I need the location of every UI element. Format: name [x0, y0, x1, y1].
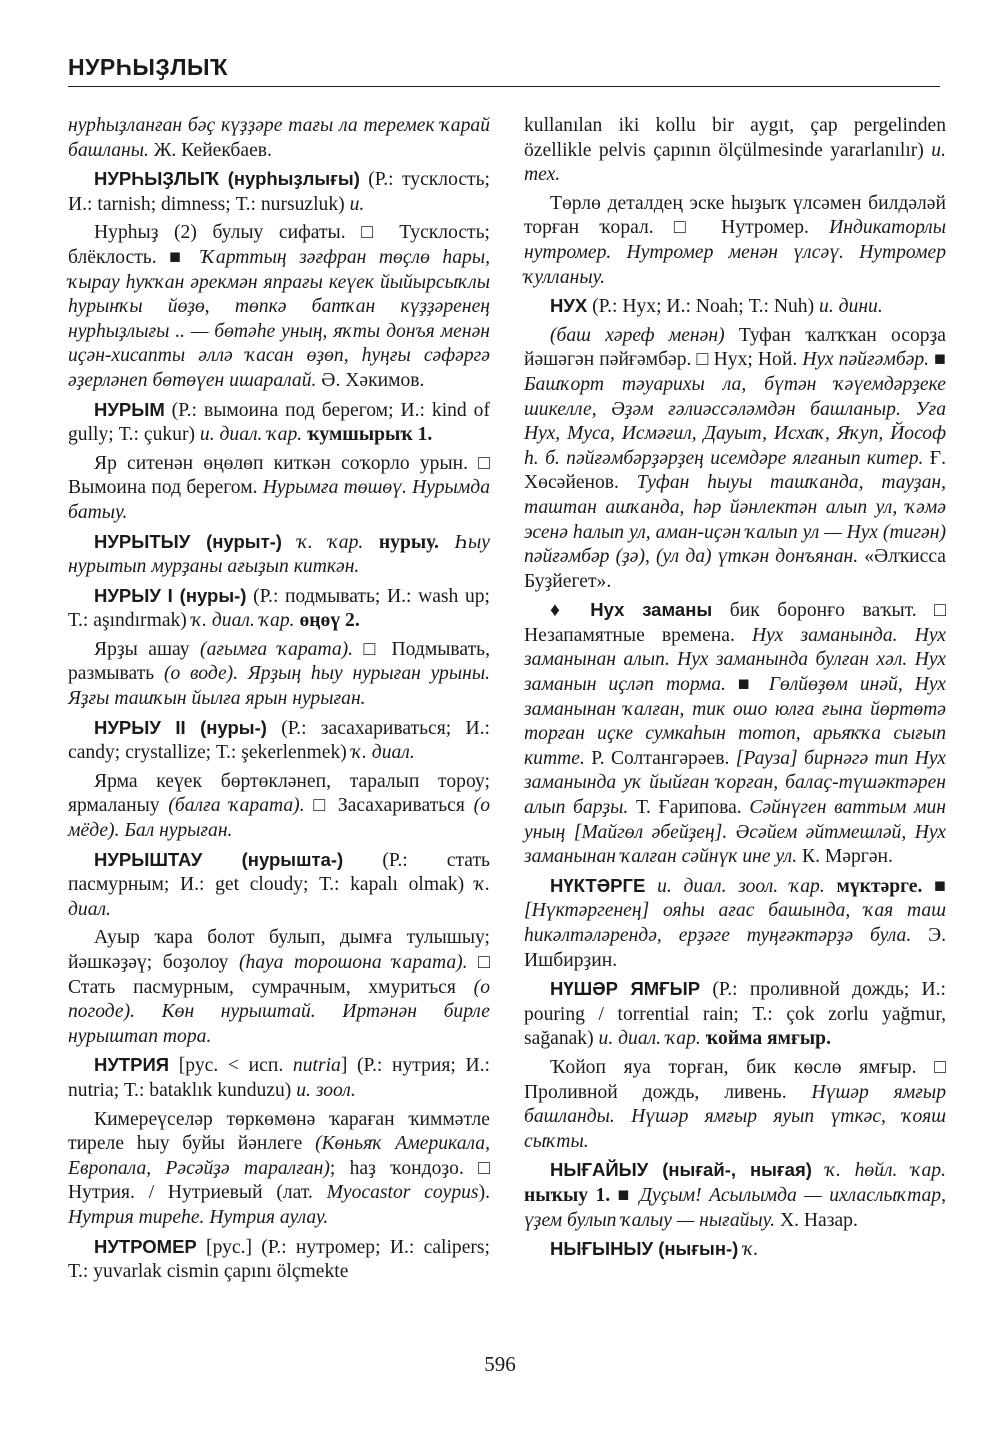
- italic-run: и.: [349, 193, 365, 215]
- text-run: Нурһыҙ (2) булыу сифаты. □ Тусклость; блёклость. ■: [68, 222, 490, 268]
- running-head: НУРҺЫҘЛЫҠ: [68, 54, 229, 80]
- text-run: Кимереүселәр төркөмөнә ҡараған ҡиммәтле тиреле һыу буйы йәнлеге: [68, 1108, 490, 1155]
- text-run: ).: [478, 1182, 490, 1204]
- italic-run: Ҡарттың зәғфран төҫлө һары, ҡырау һуҡҡан әрекмән япрағы кеүек йыйырсыҡлы һурынҡы йөҙө, төпкә батҡан күҙҙәренең нурһыҙлығы .. — бөтәһе уның, яҡты донъя менән иҫән-хисапты әллә ҡасан өҙөп, һуңғы сәфәргә әҙерләнеп бөтөүен ишаралай.: [68, 246, 490, 391]
- italic-run: Нух пәйғәмбәр.: [802, 349, 930, 371]
- italic-run: (о погоде). Көн нурыштай. Иртәнән бирле нурыштап тора.: [68, 976, 490, 1047]
- headword: НҮКТӘРГЕ: [550, 874, 646, 896]
- entry-paragraph: [524, 874, 946, 973]
- italic-run: и. дини.: [819, 296, 883, 318]
- text-run: Э. Ишбирҙин.: [524, 925, 947, 971]
- entry-paragraph: [68, 221, 490, 393]
- entry-paragraph: [68, 926, 490, 1049]
- headword: НУТРИЯ: [94, 1054, 170, 1076]
- text-run: Ә. Хәкимов.: [316, 369, 425, 391]
- entry-paragraph: [524, 598, 946, 870]
- text-run: Ярҙы ашау: [94, 638, 201, 660]
- text-run: Ғ. Хөсәйенов.: [524, 447, 946, 494]
- italic-run: (Көньяҡ Америкала, Европала, Рәсәйҙә таралған): [68, 1133, 490, 1179]
- text-run: (Р.: тусклость; И.: tarnish; dimness; Т.: nursuzluk): [68, 169, 490, 215]
- entry-paragraph: [524, 294, 946, 320]
- entry-paragraph: [524, 1056, 946, 1154]
- italic-run: (балға ҡарата).: [168, 795, 305, 817]
- entry-paragraph: [68, 398, 490, 448]
- entry-paragraph: [68, 1235, 490, 1285]
- headword: НУРЫШТАУ (нурышта-): [94, 848, 344, 870]
- entry-paragraph: [68, 167, 490, 217]
- entry-paragraph: [68, 452, 490, 526]
- cross-reference: ныҡыу 1.: [524, 1184, 611, 1206]
- entry-paragraph: [68, 1053, 490, 1103]
- headword: НУРЫУ I (нуры-): [94, 584, 247, 606]
- italic-run: и. диал. ҡар.: [598, 1028, 701, 1050]
- text-run: [рус.] (Р.: нутромер; И.: calipers; Т.: yuvarlak cismin çapını ölçmekte: [68, 1236, 490, 1283]
- text-run: бик боронғо ваҡыт. □ Незапамятные времена.: [524, 600, 947, 646]
- italic-run: nutria: [292, 1055, 341, 1077]
- cross-reference: нурыу.: [363, 531, 439, 553]
- entry-paragraph: [524, 324, 946, 595]
- entry-paragraph: [524, 1158, 946, 1233]
- italic-run: ҡ. диал.: [351, 742, 415, 764]
- italic-run: и. диал. зоол. ҡар.: [645, 875, 825, 897]
- text-run: Т. Ғарипова.: [628, 797, 750, 819]
- italic-run: Туфан һыуы ташҡанда, тауҙан, таштан ашҡанда, һәр йәнлектән алып ул, ҡәмә эсенә һалып ул, аман-иҫән ҡалып ул — Нух (тигән) пәйғәмбәр (ҙә), (ул да) үткән донъянан.: [524, 472, 946, 568]
- italic-run: (о мёде). Бал нурыған.: [68, 795, 490, 842]
- italic-run: ҡ. ҡар.: [281, 531, 364, 553]
- page-number: 596: [484, 1352, 516, 1376]
- headword: НУРЫТЫУ (нурыт-): [94, 530, 282, 552]
- text-run: [рус. < исп.: [169, 1055, 293, 1077]
- cross-reference: ҡойма ямғыр.: [700, 1028, 831, 1050]
- entry-paragraph: [524, 192, 946, 290]
- italic-run: нурһыҙланған бәҫ күҙҙәре тағы ла теремек ҡарай башланы.: [68, 115, 490, 161]
- entry-paragraph: [68, 1108, 490, 1231]
- text-run: (Р.: Нух; И.: Noah; Т.: Nuh): [587, 296, 820, 318]
- italic-run: Нурымға төшөү. Нурымда батыу.: [68, 477, 490, 523]
- text-run: (Р.: проливной дождь; И.: pouring / torrential rain; Т.: çok zorlu yağmur, sağanak): [524, 979, 947, 1050]
- text-run: ] (Р.: нутрия; И.: nutria; Т.: bataklık kunduzu): [68, 1055, 490, 1101]
- italic-run: Индикаторлы нутромер. Нутромер менән үлсәү. Нутромер ҡулланыу.: [524, 217, 946, 288]
- headword: НУРЫУ II (нуры-): [94, 716, 267, 738]
- cross-reference: ҡумшырыҡ 1.: [302, 424, 433, 446]
- entry-paragraph: [68, 114, 490, 163]
- entry-paragraph: [524, 977, 946, 1052]
- headword: НУХ: [550, 295, 588, 317]
- italic-run: [Нүктәргенең] ояһы ағас башында, ҡая таш һикәлтәләрендә, ерҙәге туңғәктәрҙә була.: [524, 900, 946, 946]
- cross-reference: өңөү 2.: [294, 610, 360, 632]
- italic-run: Myocastor coypus: [326, 1182, 479, 1204]
- headword: НУРҺЫҘЛЫҠ (нурһыҙлығы): [94, 168, 360, 190]
- text-run: □ Засахариваться: [304, 795, 474, 817]
- headword: НЫҒЫНЫУ (нығын-): [550, 1238, 739, 1260]
- headword: НУРЫМ: [94, 398, 165, 420]
- text-run: ■: [610, 1184, 640, 1206]
- header-rule: [68, 86, 940, 87]
- entry-paragraph: [68, 848, 490, 923]
- entry-paragraph: [68, 530, 490, 580]
- italic-run: (һауа торошона ҡарата).: [239, 952, 468, 973]
- text-run: kullanılan iki kollu bir aygıt, çap pergelinden özellikle pelvis çapının ölçülmesinde yararlanılır): [524, 115, 946, 161]
- right-column: [524, 114, 946, 1263]
- italic-run: Башҡорт тәуарихы ла, бүтән ҡәүемдәрҙеке шикелле, Әҙәм ғәлиәссәләмдән башланыр. Уға Нух, Муса, Исмәғил, Дауыт, Исхаҡ, Яҡуп, Йософ һ. б. пәйғәмбәрҙәрҙең исемдәре ялғанып китер.: [524, 373, 946, 469]
- italic-run: Сәйнүген ваттым мин уның [Майгөл әбейҙең]. Әсәйем әйтмешләй, Нух заманынан ҡалған сәйнүк ине ул.: [524, 797, 946, 868]
- text-run: (Р.: подмывать; И.: wash up; Т.: aşındırmak): [68, 585, 490, 632]
- italic-run: ҡ. диал. ҡар.: [191, 610, 295, 632]
- text-run: ; һаҙ ҡондоҙо. □ Нутрия. / Нутриевый (лат.: [68, 1157, 490, 1204]
- text-run: К. Мәргән.: [797, 846, 893, 868]
- text-run: Р. Солтангәрәев.: [584, 747, 736, 769]
- italic-run: и. зоол.: [296, 1079, 356, 1101]
- italic-run: (ағымға ҡарата).: [200, 638, 354, 660]
- italic-run: Нүшәр ямғыр башланды. Нүшәр ямғыр яуып үткәс, ҡояш сыҡты.: [524, 1081, 946, 1152]
- text-run: Туфан ҡалҡҡан осорҙа йәшәгән пәйғәмбәр. □ Нух; Ной.: [524, 324, 946, 371]
- text-run: Х. Назар.: [775, 1209, 858, 1231]
- italic-run: Һыу нурытып мурҙаны ағыҙып киткән.: [68, 531, 490, 578]
- italic-run: (баш хәреф менән): [550, 324, 725, 346]
- text-run: Ж. Кейекбаев.: [148, 139, 272, 161]
- text-run: «Әлҡисса Буҙйегет».: [524, 546, 946, 592]
- entry-paragraph: [524, 114, 946, 188]
- text-run: ■: [725, 674, 769, 696]
- entry-paragraph: [68, 770, 490, 844]
- italic-run: ҡ. һөйл. ҡар.: [811, 1160, 946, 1182]
- italic-run: ҡ.: [738, 1239, 759, 1261]
- entry-paragraph: [68, 716, 490, 766]
- headword: НЫҒАЙЫУ (нығай-, нығая): [550, 1159, 812, 1181]
- text-run: (Р.: стать пасмурным; И.: get cloudy; Т.: kapalı olmak): [68, 849, 490, 896]
- left-column: [68, 114, 490, 1285]
- italic-run: Нутрия тиреһе. Нутрия аулау.: [68, 1206, 329, 1228]
- italic-run: Нух заманында. Нух заманынан алып. Нух заманында булған хәл. Нух заманын иҫләп торма.: [524, 624, 946, 696]
- italic-run: [Рауза] бирнәгә тип Нух заманында уҡ йыйған ҡорған, балаҫ-түшәктәрен алып барҙы.: [524, 747, 946, 819]
- text-run: Төрлө деталдең эске һыҙыҡ үлсәмен билдәләй торған ҡорал. □ Нутромер.: [524, 192, 946, 239]
- text-run: ♦: [550, 600, 591, 622]
- italic-run: ҡ. диал.: [68, 874, 490, 920]
- headword: Нух заманы: [590, 599, 713, 621]
- text-run: □ Подмывать, размывать: [68, 638, 490, 685]
- italic-run: и. тех.: [524, 139, 946, 186]
- text-run: ■: [922, 875, 946, 897]
- text-run: Яр ситенән өңөлөп киткән соҡорло урын. □ Вымоина под берегом.: [68, 452, 490, 499]
- italic-run: Дуҫым! Асылымда — ихласлыҡтар, үҙем булып ҡалыу — нығайыу.: [524, 1184, 946, 1231]
- text-run: (Р.: вымоина под берегом; И.: kind of gully; Т.: çukur): [68, 399, 490, 446]
- cross-reference: мүктәрге.: [824, 875, 923, 897]
- entry-paragraph: [68, 584, 490, 634]
- headword: НҮШӘР ЯМҒЫР: [550, 978, 701, 1000]
- entry-paragraph: [524, 1237, 946, 1263]
- text-run: ■: [929, 349, 946, 371]
- italic-run: (о воде). Ярҙың һыу нурыған урыны. Яҙғы ташҡын йылға ярын нурыған.: [68, 663, 490, 710]
- entry-paragraph: [68, 638, 490, 712]
- italic-run: Гөлйөҙөм инәй, Нух заманынан ҡалған, тик ошо юлға ғына йөртөтә торған иҫке сумкаһын тотоп, арьяҡҡа сығып китте.: [524, 674, 946, 769]
- text-run: (Р.: засахариваться; И.: candy; crystallize; Т.: şekerlenmek): [68, 717, 490, 764]
- text-run: Ауыр ҡара болот булып, дымға тулышыу; йәшкәҙәү; боҙолоу: [68, 927, 490, 973]
- text-run: Ярма кеүек бөртөкләнеп, таралып тороу; ярмаланыу: [68, 770, 490, 817]
- headword: НУТРОМЕР: [94, 1235, 197, 1257]
- text-run: Ҡойоп яуа торған, бик көслө ямғыр. □ Проливной дождь, ливень.: [524, 1056, 946, 1103]
- text-run: □ Стать пасмурным, сумрачным, хмуриться: [68, 952, 490, 998]
- italic-run: и. диал. ҡар.: [199, 424, 303, 446]
